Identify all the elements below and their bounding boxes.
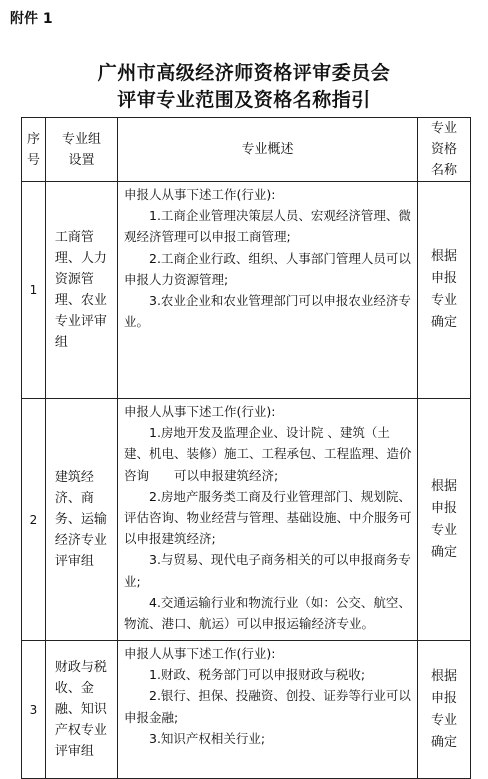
group-name: 财政与税收、金融、知识产权专业评审组 xyxy=(46,641,118,779)
overview-item: 1.财政、税务部门可以申报财政与税收; xyxy=(149,667,366,683)
overview-item: 1.房地开发及监理企业、设计院 、建筑（土建、机电、装修）施工、工程承包、工程监理、造价咨询 可以申报建筑经济; xyxy=(124,425,412,483)
group-name: 工商管理、人力资源管理、农业专业评审组 xyxy=(46,182,118,399)
qualification-cell: 根据申报专业确定 xyxy=(418,182,471,399)
header-qualification: 专业资格名称 xyxy=(418,118,471,182)
document-title-line-1: 广州市高级经济师资格评审委员会 xyxy=(97,62,391,84)
document-title-line-2: 评审专业范围及资格名称指引 xyxy=(117,89,371,111)
overview-item: 4.交通运输行业和物流行业（如：公交、航空、物流、港口、航运）可以申报运输经济专业。 xyxy=(124,594,411,632)
header-group: 专业组设置 xyxy=(46,118,118,182)
overview-intro: 申报人从事下述工作(行业): xyxy=(124,187,276,202)
overview-cell xyxy=(118,182,418,399)
row-index: 1 xyxy=(22,182,46,399)
qualification-cell: 根据申报专业确定 xyxy=(418,641,471,779)
overview-item: 2.房地产服务类工商及行业管理部门、规划院、评估咨询、物业经营与管理、基础设施、中介服务可以申报建筑经济; xyxy=(124,488,412,547)
table-row xyxy=(22,641,471,779)
group-name: 建筑经济、商务、运输经济专业评审组 xyxy=(46,399,118,641)
attachment-label: 附件 1 xyxy=(10,11,53,27)
row-index: 3 xyxy=(22,641,46,779)
overview-item: 2.银行、担保、投融资、创投、证券等行业可以申报金融; xyxy=(124,688,411,725)
overview-item: 3.与贸易、现代电子商务相关的可以申报商务专业; xyxy=(124,552,411,589)
header-overview: 专业概述 xyxy=(118,118,418,182)
overview-cell xyxy=(118,641,418,779)
overview-intro: 申报人从事下述工作(行业): xyxy=(124,404,276,419)
overview-item: 1.工商企业管理决策层人员、宏观经济管理、微观经济管理可以申报工商管理; xyxy=(124,208,411,245)
overview-item: 2.工商企业行政、组织、人事部门管理人员可以申报人力资源管理; xyxy=(124,250,411,287)
overview-intro: 申报人从事下述工作(行业): xyxy=(124,646,276,661)
header-index: 序号 xyxy=(22,118,46,182)
review-scope-table xyxy=(21,117,471,779)
table-row xyxy=(22,182,471,399)
qualification-cell: 根据申报专业确定 xyxy=(418,399,471,641)
overview-cell xyxy=(118,399,418,641)
table-row xyxy=(22,399,471,641)
row-index: 2 xyxy=(22,399,46,641)
table-header-row xyxy=(22,118,471,182)
overview-item: 3.知识产权相关行业; xyxy=(149,730,266,746)
overview-item: 3.农业企业和农业管理部门可以申报农业经济专业。 xyxy=(124,293,411,330)
